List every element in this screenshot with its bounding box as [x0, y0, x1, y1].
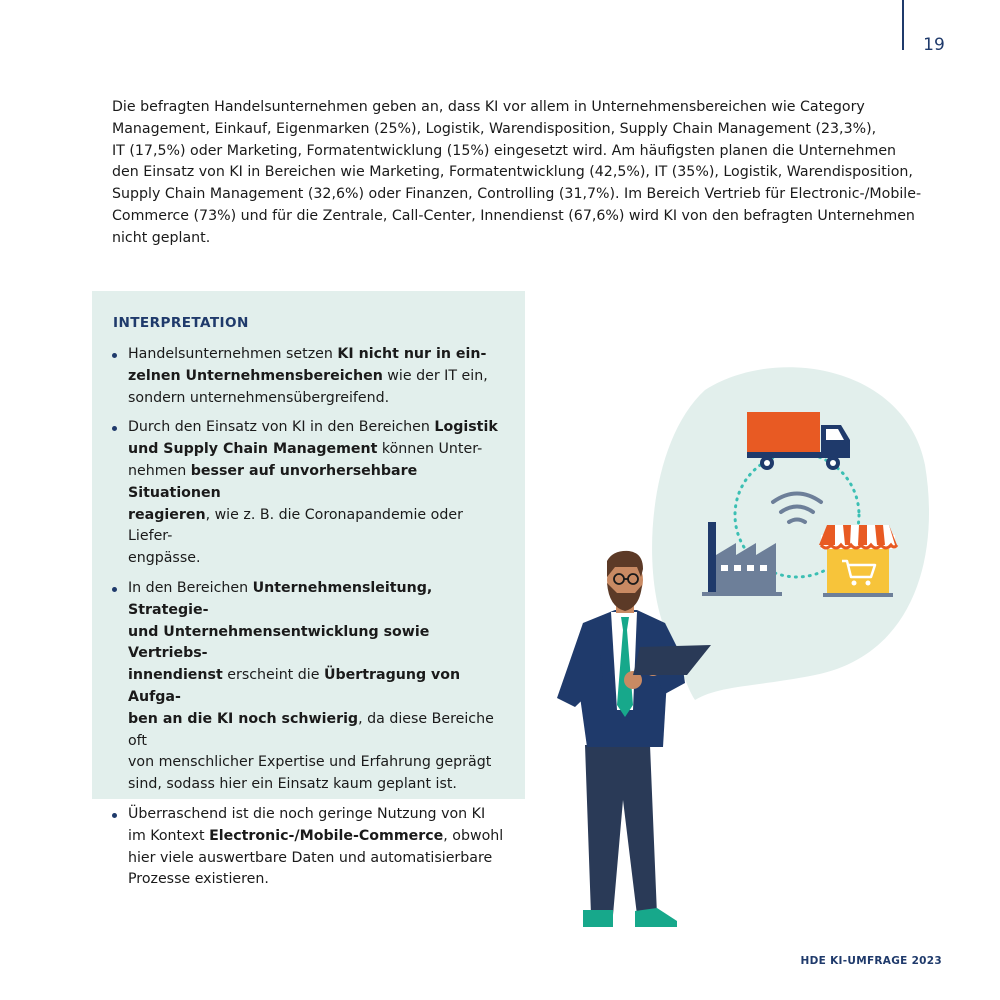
bullet-text: , obwohl	[443, 827, 504, 844]
bullet-line: engpässe.	[128, 550, 201, 567]
intro-line: IT (17,5%) oder Marketing, Formatentwicklung (15%) eingesetzt wird. Am häufigsten planen die Unternehmen	[112, 142, 897, 159]
bullet-line	[128, 665, 507, 709]
bullet-text: erscheint die	[222, 667, 324, 684]
bullet-bold-text: innendienst	[128, 667, 223, 684]
bullet-text: In den Bereichen	[128, 579, 253, 596]
shop-cart-icon	[819, 525, 897, 597]
bullet-bold-text: KI nicht nur in ein-	[337, 346, 487, 362]
bullet-bold-text: ben an die KI noch schwierig	[128, 710, 359, 727]
bullet-line: sind, sodass hier ein Einsatz kaum geplant ist.	[128, 776, 457, 793]
interpretation-item-4	[112, 804, 507, 891]
interpretation-title: INTERPRETATION	[113, 315, 249, 331]
bullet-bold-text: reagieren	[128, 506, 206, 523]
bullet-line: und Unternehmensentwicklung sowie Vertriebs-	[128, 623, 430, 662]
bullet-text: Durch den Einsatz von KI in den Bereichen	[128, 419, 435, 436]
intro-line: Management, Einkauf, Eigenmarken (25%), Logistik, Warendisposition, Supply Chain Management (23,3%),	[112, 120, 877, 137]
intro-line: den Einsatz von KI in Bereichen wie Marketing, Formatentwicklung (42,5%), IT (35%), Logistik, Warendisposition,	[112, 164, 913, 181]
bullet-line	[128, 417, 507, 439]
interpretation-item-3	[112, 578, 507, 796]
bullet-text: im Kontext	[128, 827, 210, 844]
bullet-bold-text: Logistik	[434, 419, 498, 436]
bullet-text: können Unter-	[377, 441, 483, 458]
bullet-bold-text: Übertragung von Aufga-	[128, 667, 461, 705]
bullet-line: Überraschend ist die noch geringe Nutzung von KI	[128, 805, 486, 822]
bullet-bold-text: besser auf unvorhersehbare Situationen	[128, 462, 418, 501]
intro-line: Supply Chain Management (32,6%) oder Finanzen, Controlling (31,7%). Im Bereich Vertrieb für Electronic-/Mobile-	[112, 186, 922, 203]
footer-label: HDE KI-UMFRAGE 2023	[800, 955, 942, 967]
bullet-line: Prozesse existieren.	[128, 871, 269, 888]
page-number: 19	[923, 35, 945, 55]
bullet-line	[128, 709, 507, 753]
intro-line: Die befragten Handelsunternehmen geben an, dass KI vor allem in Unternehmensbereichen wie Category	[112, 99, 865, 115]
bullet-text: wie der IT ein,	[382, 367, 488, 384]
bullet-line	[128, 439, 507, 461]
intro-line: nicht geplant.	[112, 229, 211, 246]
bullet-text: nehmen	[128, 462, 191, 479]
bullet-bold-text: Unternehmensleitung, Strategie-	[128, 579, 433, 618]
bullet-text: , da diese Bereiche oft	[128, 710, 494, 749]
bullet-bold-text: und Supply Chain Management	[128, 441, 378, 458]
bullet-line	[128, 366, 507, 388]
bullet-line	[128, 505, 507, 549]
bullet-bold-text: zelnen Unternehmensbereichen	[128, 367, 383, 384]
bullet-line	[128, 344, 507, 366]
interpretation-item-1	[112, 344, 507, 409]
bullet-line	[128, 578, 507, 622]
bullet-line: von menschlicher Expertise und Erfahrung geprägt	[128, 754, 492, 771]
bullet-bold-text: Electronic-/Mobile-Commerce	[209, 827, 444, 844]
bullet-line: sondern unternehmensübergreifend.	[128, 389, 390, 406]
intro-paragraph	[112, 97, 922, 250]
page-number-rule	[902, 0, 904, 50]
bullet-line: hier viele auswertbare Daten und automatisierbare	[128, 849, 493, 866]
interpretation-panel	[92, 291, 525, 888]
bullet-line	[128, 461, 507, 505]
interpretation-list	[112, 344, 507, 899]
illustration	[545, 355, 935, 935]
bullet-line	[128, 826, 507, 848]
interpretation-item-2	[112, 417, 507, 570]
intro-line: Commerce (73%) und für die Zentrale, Call-Center, Innendienst (67,6%) wird KI von den befragten Unternehmen	[112, 207, 915, 224]
bullet-text: , wie z. B. die Coronapandemie oder Liefer-	[128, 506, 463, 545]
bullet-text: Handelsunternehmen setzen	[128, 346, 338, 362]
